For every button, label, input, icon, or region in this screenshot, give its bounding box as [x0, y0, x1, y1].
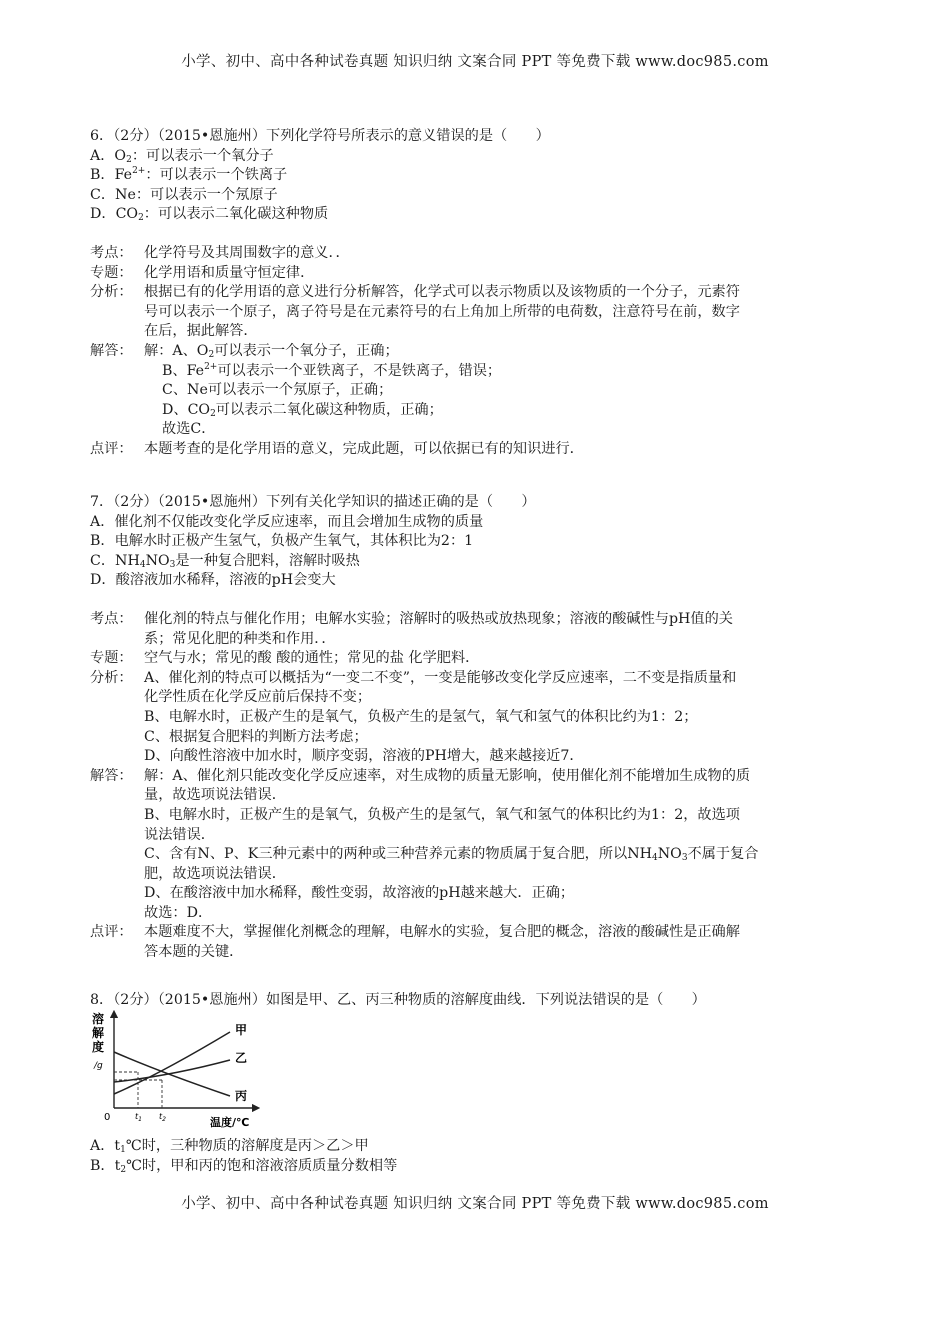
q7-option-a: A．催化剂不仅能改变化学反应速率，而且会增加生成物的质量 — [90, 513, 484, 530]
q7-dianping-line2: 答本题的关键． — [144, 944, 244, 961]
q6-option-d: D．$CO_2$：可以表示二氧化碳这种物质 — [90, 206, 329, 224]
q8-option-a: A．$t_1℃$时，三种物质的溶解度是丙＞乙＞甲 — [90, 1138, 369, 1155]
q7-fenxi-line2: 化学性质在化学反应前后保持不变； — [144, 689, 372, 706]
q6-block — [90, 127, 870, 460]
q7-stem: 7．（2分）（2015•恩施州）下列有关化学知识的描述正确的是（ ） — [90, 494, 536, 510]
y-label-3: 度 — [92, 1040, 105, 1054]
curve-jia-label: 甲 — [235, 1023, 248, 1037]
q6-jieda-e: 故选C． — [162, 421, 216, 438]
q6-jieda-d: D、$CO_2$可以表示二氧化碳这种物质，正确； — [162, 401, 443, 419]
footer-banner: 小学、初中、高中各种试卷真题 知识归纳 文案合同 PPT 等免费下载 www.doc985.com — [181, 1196, 769, 1212]
q6-jieda-b: B、$Fe^{2+}$可以表示一个亚铁离子，不是铁离子，错误； — [162, 361, 502, 379]
q6-fenxi: 分析： 根据已有的化学用语的意义进行分析解答，化学式可以表示物质以及该物质的一个分子，元素符 — [90, 284, 740, 301]
q7-jieda: 解答： 解：A、催化剂只能改变化学反应速率，对生成物的质量无影响，使用催化剂不能增加生成物的质 — [90, 767, 751, 784]
q6-jieda: 解答： 解：A、$O_2$可以表示一个氧分子，正确； — [90, 342, 399, 360]
q8-option-b: B．$t_2℃$时，甲和丙的饱和溶液溶质质量分数相等 — [90, 1157, 398, 1175]
q7-zhuanti: 专题： 空气与水；常见的酸 酸的通性；常见的盐 化学肥料． — [90, 650, 480, 667]
solubility-curve-figure — [90, 1010, 260, 1128]
q7-kaodian: 考点： 催化剂的特点与催化作用；电解水实验；溶解时的吸热或放热现象；溶液的酸碱性与pH值的关 — [90, 610, 733, 627]
q7-jieda-line5: C、含有N、P、K三种元素中的两种或三种营养元素的物质属于复合肥，所以$NH_4NO_3$不属于复合 — [144, 846, 759, 864]
q7-block — [90, 493, 870, 963]
q6-fenxi-line2: 号可以表示一个原子，离子符号是在元素符号的右上角加上所带的电荷数，注意符号在前，数字 — [144, 303, 740, 320]
y-label-4: /g — [94, 1061, 103, 1071]
curve-bing-label: 丙 — [235, 1089, 248, 1103]
q7-fenxi: 分析： A、催化剂的特点可以概括为“一变二不变”，一变是能够改变化学反应速率，二不变是指质量和 — [90, 669, 737, 686]
curve-jia — [114, 1032, 230, 1094]
q6-option-c: C．Ne：可以表示一个氖原子 — [90, 186, 278, 203]
q6-kaodian: 考点： 化学符号及其周围数字的意义．． — [90, 244, 350, 261]
q7-jieda-line2: 量，故选项说法错误． — [144, 787, 286, 804]
x-label: 温度/℃ — [210, 1116, 250, 1128]
q7-kaodian-line2: 系；常见化肥的种类和作用．． — [144, 630, 336, 647]
q7-dianping: 点评： 本题难度不大，掌握催化剂概念的理解，电解水的实验，复合肥的概念，溶液的酸碱性是正确解 — [90, 924, 740, 941]
curve-yi-label: 乙 — [235, 1051, 248, 1065]
q8-stem-block — [90, 991, 870, 1011]
y-label-2: 解 — [92, 1026, 105, 1040]
q6-jieda-c: C、Ne可以表示一个氖原子，正确； — [162, 382, 393, 399]
q6-dianping: 点评： 本题考查的是化学用语的意义，完成此题，可以依据已有的知识进行． — [90, 440, 584, 457]
t1-label: $t_1$ — [135, 1112, 142, 1123]
y-label-1: 溶 — [92, 1012, 105, 1026]
q6-fenxi-line3: 在后，据此解答． — [144, 323, 258, 340]
q8-stem: 8．（2分）（2015•恩施州）如图是甲、乙、丙三种物质的溶解度曲线．下列说法错误的是（ ） — [90, 992, 706, 1008]
q7-jieda-line6: 肥，故选项说法错误． — [144, 865, 286, 882]
q7-option-b: B．电解水时正极产生氢气，负极产生氧气，其体积比为2：1 — [90, 533, 474, 550]
q6-option-b: B．$Fe^{2+}$：可以表示一个铁离子 — [90, 166, 288, 184]
q7-fenxi-line3: B、电解水时，正极产生的是氧气，负极产生的是氢气，氧气和氢气的体积比约为1：2； — [144, 708, 698, 725]
q7-fenxi-line5: D、向酸性溶液中加水时，顺序变弱，溶液的PH增大，越来越接近7． — [144, 748, 584, 765]
q6-option-a: A．$O_2$：可以表示一个氧分子 — [90, 147, 274, 165]
origin-label: 0 — [104, 1112, 111, 1123]
curve-yi — [114, 1060, 230, 1082]
t2-label: $t_2$ — [159, 1112, 166, 1123]
q7-jieda-line3: B、电解水时，正极产生的是氧气，负极产生的是氢气，氧气和氢气的体积比约为1：2，故选项 — [144, 806, 740, 823]
q8-options-block — [90, 1137, 870, 1176]
q6-stem: 6．（2分）（2015•恩施州）下列化学符号所表示的意义错误的是（ ） — [90, 128, 550, 144]
q7-option-c: C．$NH_4NO_3$是一种复合肥料，溶解时吸热 — [90, 552, 360, 570]
q7-jieda-line7: D、在酸溶液中加水稀释，酸性变弱，故溶液的pH越来越大．正确； — [144, 885, 575, 902]
q7-jieda-line8: 故选：D． — [144, 904, 213, 921]
q6-zhuanti: 专题： 化学用语和质量守恒定律． — [90, 264, 315, 281]
q7-fenxi-line4: C、根据复合肥料的判断方法考虑； — [144, 728, 368, 745]
q7-jieda-line4: 说法错误． — [144, 826, 215, 843]
header-banner: 小学、初中、高中各种试卷真题 知识归纳 文案合同 PPT 等免费下载 www.doc985.com — [181, 54, 769, 70]
q7-option-d: D．酸溶液加水稀释，溶液的pH会变大 — [90, 572, 336, 589]
